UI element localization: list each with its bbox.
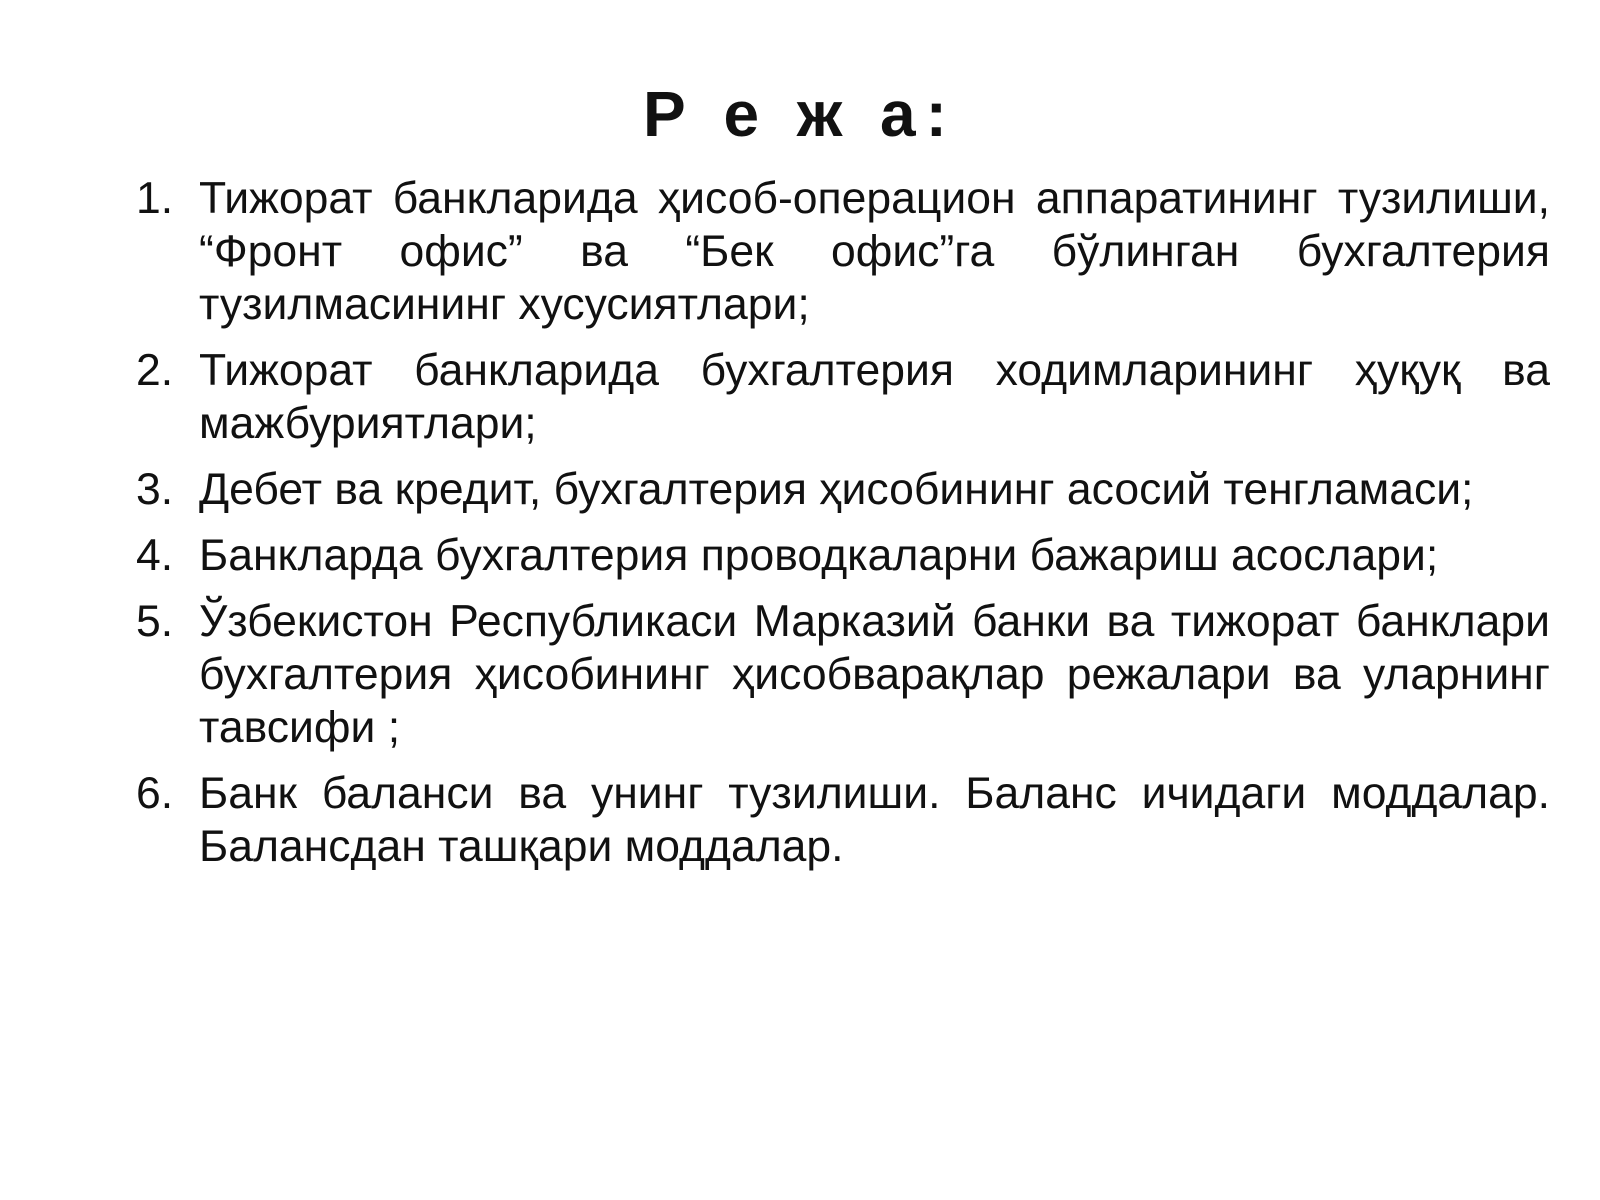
item-text: Дебет ва кредит, бухгалтерия ҳисобининг асосий тенгламаси; (199, 465, 1474, 514)
item-text: Ўзбекистон Республикаси Марказий банки ва тижорат банклари бухгалтерия ҳисобининг ҳисобварақлар режалари ва уларнинг тавсифи ; (199, 597, 1550, 752)
plan-list (136, 172, 1550, 886)
item-number: 2. (136, 346, 174, 395)
list-item (136, 767, 1550, 873)
item-number: 3. (136, 465, 174, 514)
item-number: 1. (136, 174, 174, 223)
item-number: 5. (136, 597, 174, 646)
item-text: Банкларда бухгалтерия проводкаларни бажариш асослари; (199, 531, 1439, 580)
list-item (136, 172, 1550, 331)
list-item (136, 595, 1550, 754)
item-text: Тижорат банкларида ҳисоб-операцион аппаратининг тузилиши, “Фронт офис” ва “Бек офис”га бўлинган бухгалтерия тузилмасининг хусусиятлари; (199, 174, 1550, 329)
list-item (136, 463, 1550, 516)
item-text: Банк баланси ва унинг тузилиши. Баланс ичидаги моддалар. Балансдан ташқари моддалар. (199, 769, 1550, 871)
slide-title: Р е ж а: (643, 78, 957, 150)
list-item (136, 529, 1550, 582)
list-item (136, 344, 1550, 450)
item-text: Тижорат банкларида бухгалтерия ходимларининг ҳуқуқ ва мажбуриятлари; (199, 346, 1550, 448)
item-number: 4. (136, 531, 174, 580)
item-number: 6. (136, 769, 174, 818)
